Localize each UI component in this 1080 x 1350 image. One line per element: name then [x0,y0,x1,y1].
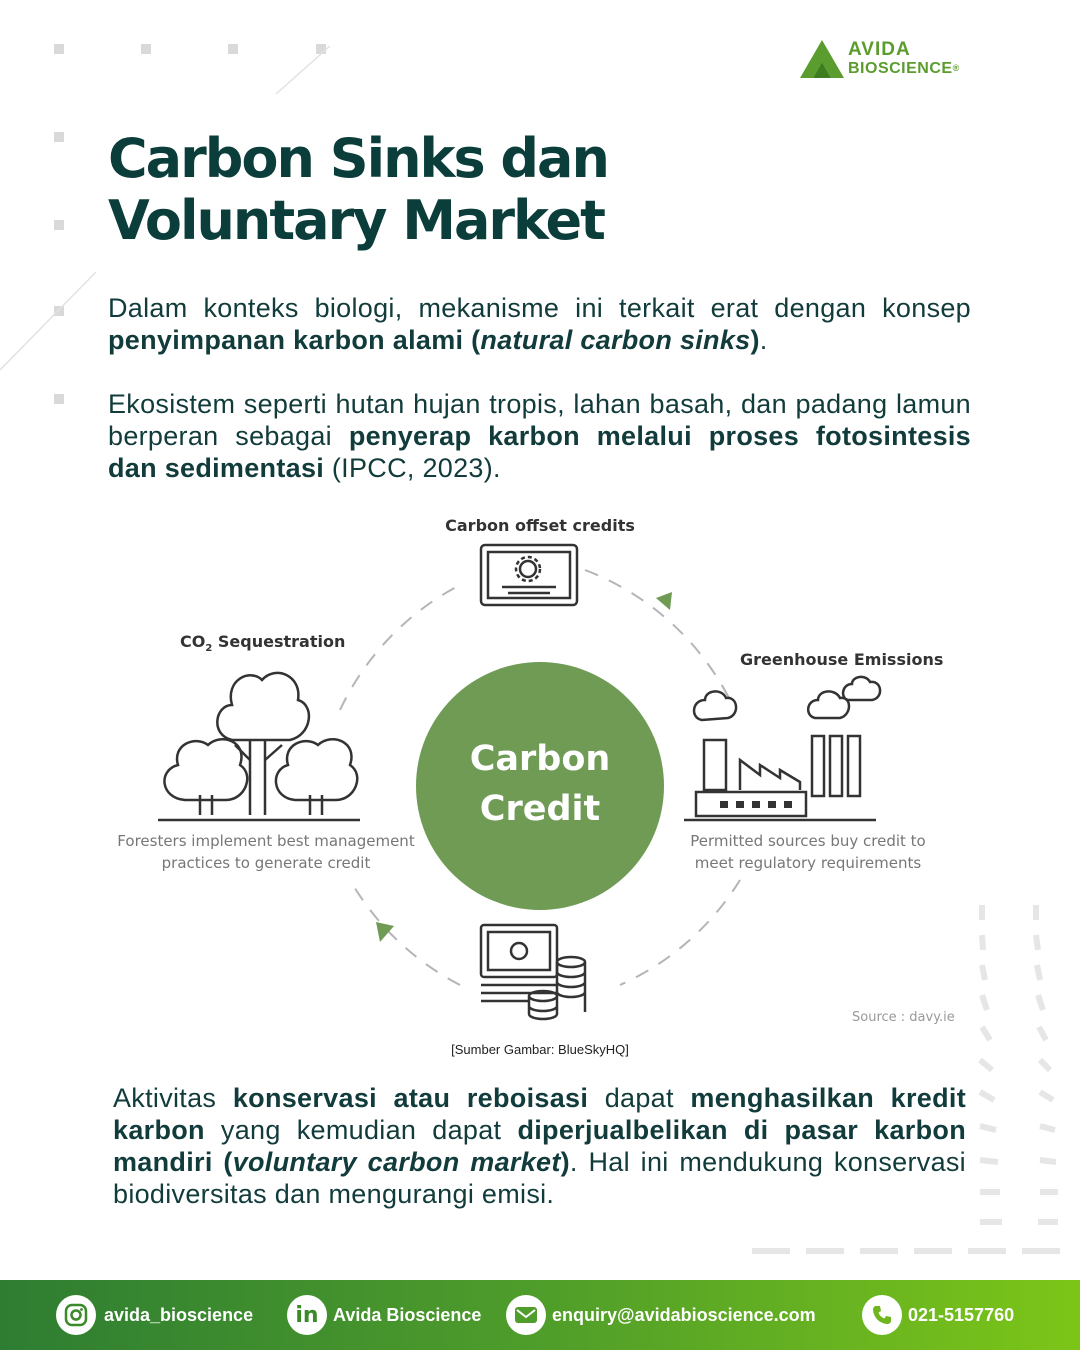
linkedin-name: Avida Bioscience [333,1304,482,1325]
p3-text4: . Hal ini mendukung konservasi biodiversitas dan mengurangi emisi. [113,1147,966,1209]
instagram-handle: avida_bioscience [104,1304,254,1325]
image-credit: [Sumber Gambar: BlueSkyHQ] [451,1042,629,1057]
p1-bold-close: ) [750,325,760,355]
left-description [106,830,426,874]
footer-phone[interactable] [862,1293,1014,1337]
co2-text: CO [180,632,206,651]
phone-icon [862,1295,902,1335]
email-icon [506,1295,546,1335]
p2-bold: penyerap karbon melalui proses fotosintesis dan sedimentasi [108,421,972,483]
money-coins-icon [481,925,585,1019]
brand-line1: AVIDA [848,39,911,60]
footer-email[interactable] [506,1293,816,1337]
p3-text2: dapat [588,1083,691,1113]
p3-bold1: konservasi atau reboisasi [232,1083,589,1113]
trees-icon [158,673,360,820]
co2-subscript: 2 [205,643,213,655]
left-desc-line2: practices to generate credit [161,854,371,872]
p3-text3: yang kemudian dapat [204,1115,518,1145]
p2-citation: (IPCC, 2023). [324,453,501,483]
instagram-icon [56,1295,96,1335]
factory-icon [684,677,880,820]
center-line2: Credit [479,789,601,829]
registered-mark: ® [952,63,960,73]
brand-line2: BIOSCIENCE [848,60,953,77]
diagram-source: Source : davy.ie [852,1010,955,1025]
label-greenhouse-emissions: Greenhouse Emissions [740,650,944,669]
right-desc-line1: Permitted sources buy credit to [690,832,926,850]
left-desc-line1: Foresters implement best management [117,832,415,850]
certificate-icon [481,545,577,605]
p3-text1: Aktivitas [113,1083,233,1113]
email-address: enquiry@avidabioscience.com [552,1304,816,1325]
title-line1: Carbon Sinks dan [108,127,608,190]
footer-instagram[interactable] [56,1293,253,1337]
p3-bold3: diperjualbelikan di pasar karbon mandiri ( [113,1115,966,1177]
paragraph-voluntary-market [113,1082,966,1210]
right-description [676,830,940,874]
p1-bold: penyimpanan karbon alami ( [108,325,481,355]
label-co2-sequestration [180,632,345,654]
p3-bold-italic: voluntary carbon market [232,1147,561,1177]
p3-bold2: menghasilkan kredit karbon [113,1083,966,1145]
right-desc-line2: meet regulatory requirements [694,854,922,872]
phone-number: 021-5157760 [908,1304,1015,1325]
title-line2: Voluntary Market [108,189,604,252]
footer-linkedin[interactable] [287,1293,481,1337]
p1-bold-italic: natural carbon sinks [480,325,751,355]
linkedin-icon: in [287,1295,327,1335]
p1-end: . [759,325,768,355]
p1-text: Dalam konteks biologi, mekanisme ini terkait erat dengan konsep [108,293,971,323]
center-label [416,734,664,834]
center-line1: Carbon [469,739,611,779]
p2-text: Ekosistem seperti hutan hujan tropis, lahan basah, dan padang lamun berperan sebagai [108,389,971,451]
p3-bold4: ) [560,1147,570,1177]
sequestration-text: Sequestration [212,632,346,651]
label-carbon-offset-credits: Carbon offset credits [445,516,635,535]
